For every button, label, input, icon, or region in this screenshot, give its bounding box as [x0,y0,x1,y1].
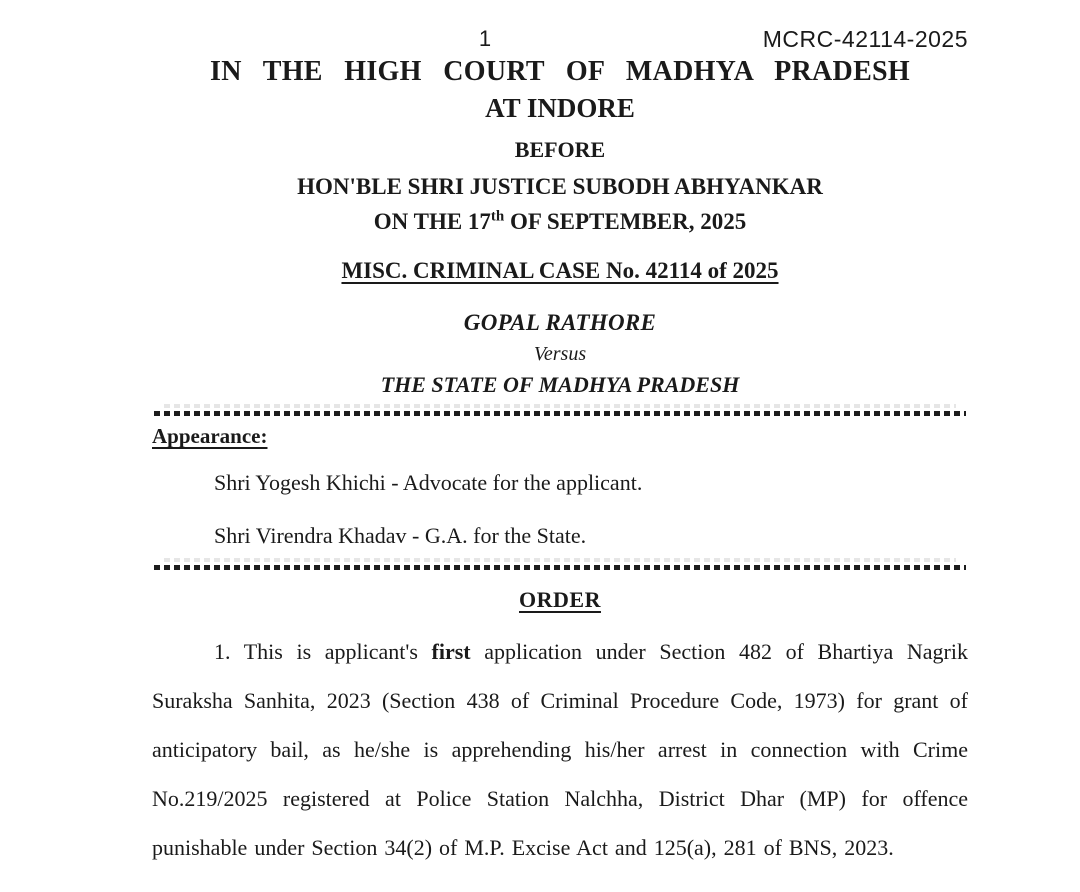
order-paragraph-1-start: 1. This is applicant's [214,639,432,664]
page-number: 1 [478,26,492,51]
case-title-text: MISC. CRIMINAL CASE No. 42114 of 2025 [341,258,779,283]
appearance-entry-applicant: Shri Yogesh Khichi - Advocate for the applicant. [214,470,643,495]
respondent-name: THE STATE OF MADHYA PRADESH [380,372,740,397]
applicant-name: GOPAL RATHORE [463,310,657,335]
order-paragraph-1 [152,627,968,872]
judge-name: HON'BLE SHRI JUSTICE SUBODH ABHYANKAR [297,174,823,199]
hearing-date-suffix: OF SEPTEMBER, 2025 [504,209,747,234]
hearing-date-prefix: ON THE 17 [373,209,491,234]
page-header-row [152,26,968,52]
hearing-date [152,209,968,235]
court-name-heading: IN THE HIGH COURT OF MADHYA PRADESH [210,56,910,87]
case-reference: MCRC-42114-2025 [762,26,968,52]
order-paragraph-1-rest: application under Section 482 of Bhartiya Nagrik Suraksha Sanhita, 2023 (Section 438 of Criminal Procedure Code, 1973) for grant of anticipatory bail, as he/she is apprehending his/her arrest in connection with Crime No.219/2025 registered at Police Station Nalchha, District Dhar (MP) for offence punishable under Section 34(2) of M.P. Excise Act and 125(a), 281 of BNS, 2023. [152,639,968,860]
appearance-heading: Appearance: [152,424,268,448]
separator-line-top [154,411,966,416]
hearing-date-ordinal: th [490,208,505,225]
separator-line-bottom [154,565,966,570]
order-paragraph-1-bold-word: first [431,639,471,664]
before-label: BEFORE [514,137,606,162]
case-title-heading [152,258,968,284]
order-heading-text: ORDER [519,587,601,612]
court-seat-heading: AT INDORE [485,93,635,123]
appearance-entry-state: Shri Virendra Khadav - G.A. for the State. [214,523,587,548]
versus-label: Versus [533,343,587,365]
order-heading [152,587,968,613]
